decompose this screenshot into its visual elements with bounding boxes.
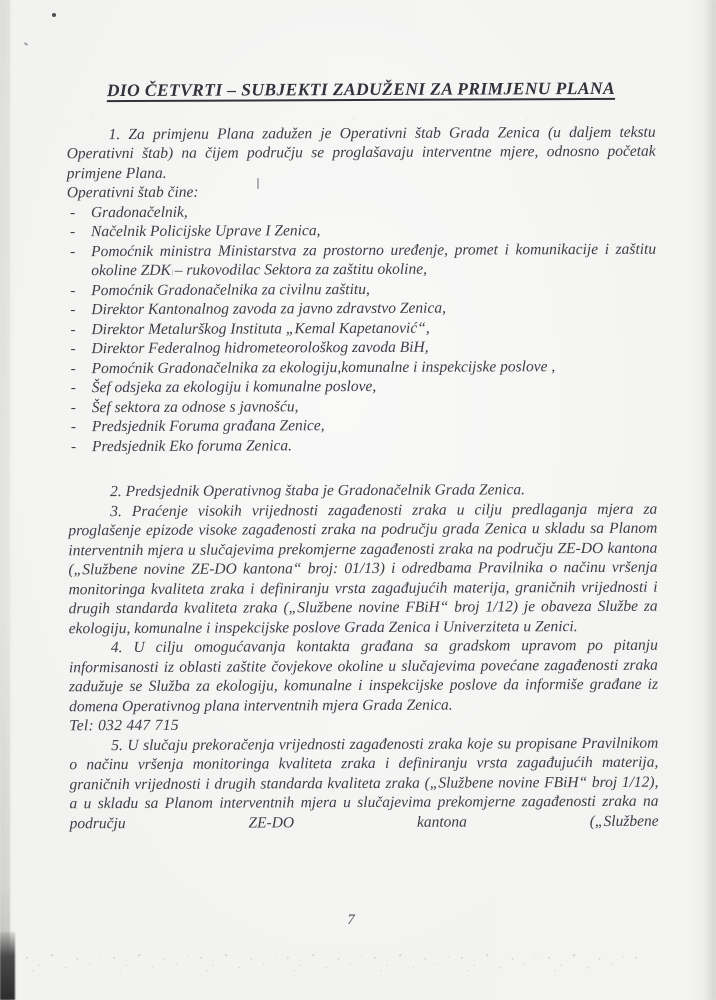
list-item: - Šef odsjeka za ekologiju i komunalne poslove, [68,376,657,398]
operational-staff-list [67,200,657,456]
phone-line: Tel: 032 447 715 [69,716,179,735]
list-item: - Načelnik Policijske Uprave I Zenica, [67,220,656,242]
list-item: - Direktor Federalnog hidrometeorološkog zavoda BiH, [67,337,656,359]
scan-right-edge-shadow [705,0,716,1000]
scan-left-edge-dark-strip [0,932,15,1000]
document-content [66,79,658,834]
list-item: - Direktor Kantonalnog zavoda za javno zdravstvo Zenica, [67,298,656,320]
scan-speck [52,13,56,17]
scan-left-edge-shadow [0,0,10,1000]
list-item: - Predsjednik Foruma građana Zenice, [68,415,657,437]
paragraph-4: 4. U cilju omogućavanja kontakta građana sa gradskom upravom po pitanju informisanosti iz oblasti zaštite čovjekove okoline u slučajevima povećane zagađenosti zraka zadužuje se Služba za ekologiju, komunalne i inspekcijske poslove da informiše građane iz domena Operativnog plana interventnih mjera Grada Zenica. [68,636,659,715]
list-item: - Direktor Metalurškog Instituta „Kemal Kapetanović“, [67,317,656,339]
list-item: - Pomoćnik ministra Ministarstva za prostorno uređenje, promet i komunikacije i zaštitu okoline ZDK – rukovodilac Sektora za zaštitu okoline, [67,239,656,281]
paragraph-3: 3. Praćenje visokih vrijednosti zagađenosti zraka u cilju predlaganja mjera za proglašenje epizode visoke zagađenosti zraka na području grada Zenica u skladu sa Planom interventnih mjera u slučajevima prekomjerne zagađenosti zraka na području ZE-DO kantona („Službene novine ZE-DO kantona“ broj: 01/13) i odredbama Pravilnika o načinu vršenja monitoringa kvaliteta zraka i definiranju vrsta zagađujućih materija, graničnih vrijednosti i drugih standarda kvaliteta zraka („Službene novine FBiH“ broj 1/12) je obaveza Službe za ekologiju, komunalne i inspekcijske poslove Grada Zenica i Univerziteta u Zenici. [68,500,658,637]
paragraph-1: 1. Za primjenu Plana zadužen je Operativni štab Grada Zenica (u daljem tekstu Operativni štab) na čijem području se proglašavaju interventne mjere, odnosno početak primjene Plana. [66,123,656,182]
staff-list-intro: Operativni štab čine: [66,183,199,202]
paragraph-5: 5. U slučaju prekoračenja vrijednosti zagađenosti zraka koje su propisane Pravilnikom o načinu vršenja monitoringa kvaliteta zraka i definiranju vrsta zagađujućih materija, graničnih vrijednosti i drugih standarda kvaliteta zraka („Službene novine FBiH“ broj 1/12), a u skladu sa Planom interventnih mjera u slučajevima prekomjerne zagađenosti zraka na području ZE-DO kantona („Službene [69,734,659,832]
list-item: - Predsjednik Eko foruma Zenica. [68,434,657,456]
page-number: 7 [347,912,355,928]
list-item: - Šef sektora za odnose s javnošću, [68,395,657,417]
list-item: - Pomoćnik Gradonačelnika za ekologiju,komunalne i inspekcijske poslove , [68,356,657,378]
document-title: DIO ČETVRTI – SUBJEKTI ZADUŽENI ZA PRIMJENU PLANA [106,77,616,101]
list-item: - Pomoćnik Gradonačelnika za civilnu zaštitu, [67,278,656,300]
scan-noise-bottom [20,946,640,980]
list-item: - Gradonačelnik, [67,200,656,222]
scan-speck [24,42,28,46]
paragraph-2: 2. Predsjednik Operativnog štaba je Gradonačelnik Grada Zenica. [110,481,526,501]
